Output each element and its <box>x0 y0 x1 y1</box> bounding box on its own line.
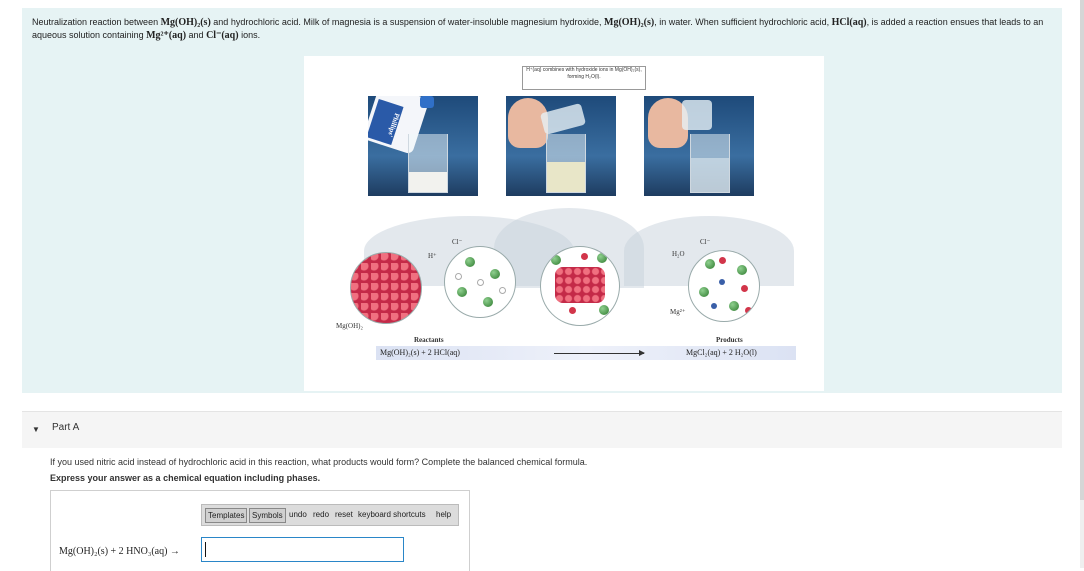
mgoh2-lattice-sphere <box>350 252 422 324</box>
figure-callout: H⁺(aq) combines with hydroxide ions in Mg(OH)₂(s), forming H₂O(l). <box>522 66 646 90</box>
bottle-label: Phillips' <box>368 99 404 145</box>
water-molecule-icon <box>581 253 588 260</box>
products-equation: MgCl₂(aq) + 2 H₂O(l) <box>686 348 757 357</box>
templates-button[interactable]: Templates <box>205 508 247 523</box>
beaker-liquid <box>409 172 447 192</box>
intro-text-5: and <box>186 30 207 40</box>
chloride-ion-icon <box>599 305 609 315</box>
question-text: If you used nitric acid instead of hydrochloric acid in this reaction, what products would form? Complete the balanced chemical formula. <box>50 457 588 467</box>
intro-text-1: Neutralization reaction between <box>32 17 161 27</box>
dissolving-lattice <box>555 267 605 303</box>
products-heading: Products <box>716 336 743 344</box>
text-cursor <box>205 542 206 557</box>
water-molecule-icon <box>741 285 748 292</box>
photo-adding-acid <box>506 96 616 196</box>
page-scrollbar[interactable] <box>1080 0 1084 568</box>
hydrogen-ion-icon <box>455 273 462 280</box>
photo-clear-solution <box>644 96 754 196</box>
flask-icon <box>540 103 586 135</box>
chloride-ion-icon <box>705 259 715 269</box>
reaction-figure <box>304 56 824 391</box>
chloride-ion-icon <box>699 287 709 297</box>
beaker-icon <box>546 134 586 193</box>
redo-button[interactable]: redo <box>313 510 330 519</box>
photo-pouring-milk-of-magnesia <box>368 96 478 196</box>
label-mg2: Mg²⁺ <box>670 308 686 316</box>
chloride-ion-icon <box>465 257 475 267</box>
collapse-caret-icon[interactable]: ▼ <box>32 425 40 434</box>
undo-button[interactable]: undo <box>289 510 307 519</box>
formula-cl-ion: Cl⁻(aq) <box>206 30 239 41</box>
reaction-arrow-icon <box>554 353 644 354</box>
part-a-header[interactable] <box>22 412 1062 448</box>
reset-button[interactable]: reset <box>335 510 353 519</box>
water-molecule-icon <box>569 307 576 314</box>
chloride-ion-icon <box>457 287 467 297</box>
label-cl-right: Cl⁻ <box>700 238 711 246</box>
reaction-sphere <box>540 246 620 326</box>
part-title: Part A <box>52 422 80 433</box>
label-cl-left: Cl⁻ <box>452 238 463 246</box>
products-sphere <box>688 250 760 322</box>
chloride-ion-icon <box>490 269 500 279</box>
bottle-cap-icon <box>420 96 434 108</box>
label-h-plus: H⁺ <box>428 252 437 260</box>
answer-editor <box>50 490 470 571</box>
intro-panel <box>22 8 1062 393</box>
reactants-heading: Reactants <box>414 336 444 344</box>
intro-text-3: , in water. When sufficient hydrochloric acid, <box>654 17 832 27</box>
formula-mgoh2: Mg(OH)₂(s) <box>160 17 211 28</box>
hydrogen-ion-icon <box>477 279 484 286</box>
chloride-ion-icon <box>737 265 747 275</box>
water-molecule-icon <box>719 257 726 264</box>
reactants-equation: Mg(OH)₂(s) + 2 HCl(aq) <box>380 348 460 357</box>
intro-text <box>32 16 1052 42</box>
hydrogen-ion-icon <box>499 287 506 294</box>
beaker-liquid <box>547 162 585 192</box>
answer-instruction: Express your answer as a chemical equation including phases. <box>50 473 321 483</box>
chloride-ion-icon <box>483 297 493 307</box>
beaker-liquid <box>691 158 729 192</box>
chloride-ion-icon <box>729 301 739 311</box>
label-mgoh2: Mg(OH)₂ <box>336 322 363 330</box>
hcl-solution-sphere <box>444 246 516 318</box>
magnesium-ion-icon <box>711 303 717 309</box>
intro-text-2: and hydrochloric acid. Milk of magnesia is a suspension of water-insoluble magnesium hydroxide, <box>210 17 604 27</box>
symbols-button[interactable]: Symbols <box>249 508 286 523</box>
beaker-icon <box>690 134 730 193</box>
equation-left-side: Mg(OH)₂(s) + 2 HNO₃(aq) → <box>59 546 180 557</box>
scrollbar-thumb[interactable] <box>1080 0 1084 500</box>
intro-text-6: ions. <box>238 30 261 40</box>
magnesium-ion-icon <box>719 279 725 285</box>
formula-mgoh2-2: Mg(OH)₂(s) <box>604 17 655 28</box>
help-button[interactable]: help <box>436 510 452 519</box>
chloride-ion-icon <box>597 253 607 263</box>
editor-toolbar <box>201 504 459 526</box>
formula-mg-ion: Mg²⁺(aq) <box>146 30 187 41</box>
flask-icon <box>682 100 712 130</box>
formula-hcl: HCl(aq) <box>831 17 867 28</box>
label-h2o: H₂O <box>672 250 685 258</box>
water-molecule-icon <box>745 307 752 314</box>
answer-input[interactable] <box>201 537 404 562</box>
beaker-icon <box>408 134 448 193</box>
chloride-ion-icon <box>551 255 561 265</box>
intro-text-4: , is added a reaction ensues that leads to an aqueous solution containing <box>32 17 1044 40</box>
keyboard-shortcuts-button[interactable]: keyboard shortcuts <box>358 510 426 519</box>
